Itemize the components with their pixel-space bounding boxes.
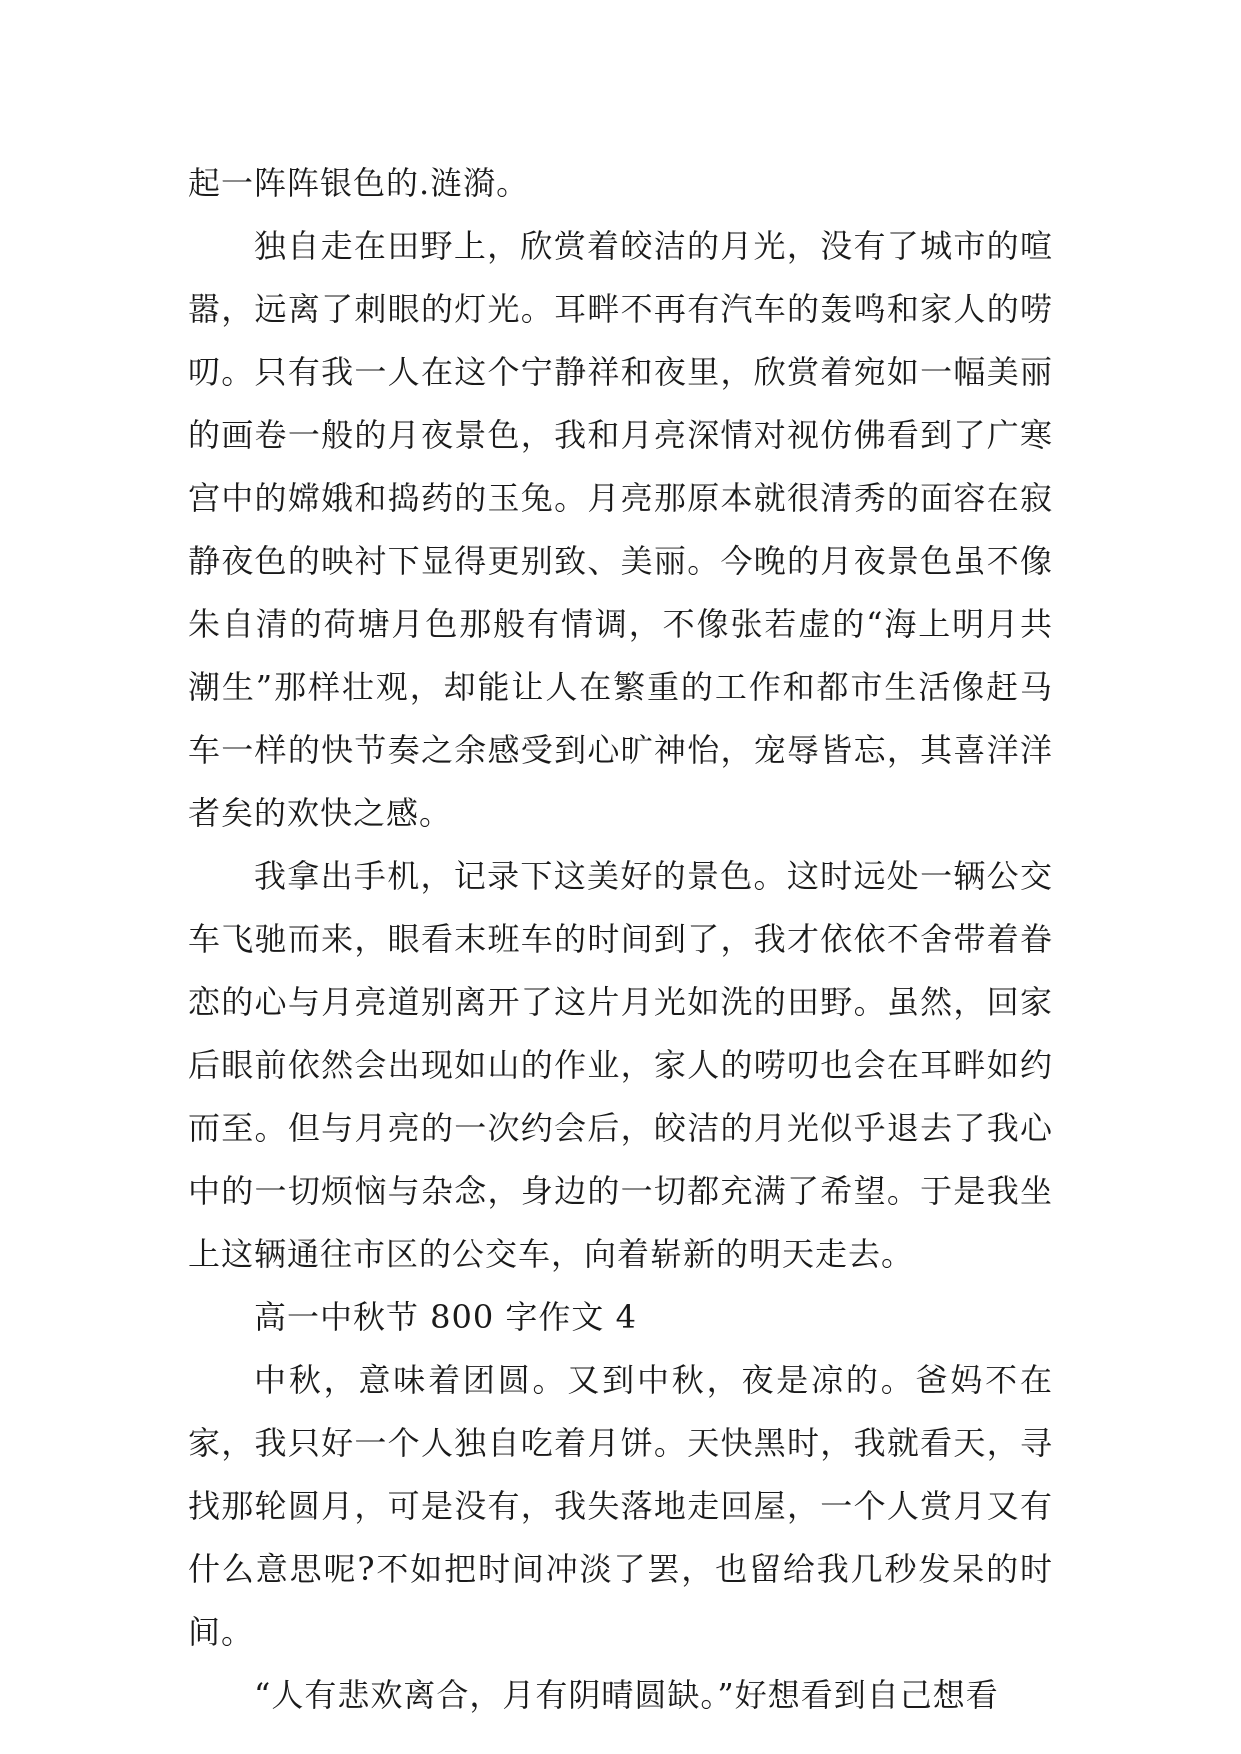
paragraph-mid-autumn: 中秋，意味着团圆。又到中秋，夜是凉的。爸妈不在家，我只好一个人独自吃着月饼。天快黑时，我就看天，寻找那轮圆月，可是没有，我失落地走回屋，一个人赏月又有什么意思呢?不如把时间冲淡了罢，也留给我几秒发呆的时间。 xyxy=(188,1361,1053,1651)
paragraph-bus-home: 我拿出手机，记录下这美好的景色。这时远处一辆公交车飞驰而来，眼看末班车的时间到了，我才依依不舍带着眷恋的心与月亮道别离开了这片月光如洗的田野。虽然，回家后眼前依然会出现如山的作业，家人的唠叨也会在耳畔如约而至。但与月亮的一次约会后，皎洁的月光似乎退去了我心中的一切烦恼与杂念，身边的一切都充满了希望。于是我坐上这辆通往市区的公交车，向着崭新的明天走去。 xyxy=(188,857,1053,1273)
paragraph-quote: “人有悲欢离合，月有阴晴圆缺。”好想看到自己想看 xyxy=(254,1676,999,1714)
document-body xyxy=(188,152,1053,1727)
essay-heading: 高一中秋节 800 字作文 4 xyxy=(254,1298,637,1336)
paragraph-continuation: 起一阵阵银色的.涟漪。 xyxy=(188,164,530,202)
paragraph-moonlit-field: 独自走在田野上，欣赏着皎洁的月光，没有了城市的喧嚣，远离了刺眼的灯光。耳畔不再有汽车的轰鸣和家人的唠叨。只有我一人在这个宁静祥和夜里，欣赏着宛如一幅美丽的画卷一般的月夜景色，我和月亮深情对视仿佛看到了广寒宫中的嫦娥和捣药的玉兔。月亮那原本就很清秀的面容在寂静夜色的映衬下显得更别致、美丽。今晚的月夜景色虽不像朱自清的荷塘月色那般有情调，不像张若虚的“海上明月共潮生”那样壮观，却能让人在繁重的工作和都市生活像赶马车一样的快节奏之余感受到心旷神怡，宠辱皆忘，其喜洋洋者矣的欢快之感。 xyxy=(188,227,1053,832)
